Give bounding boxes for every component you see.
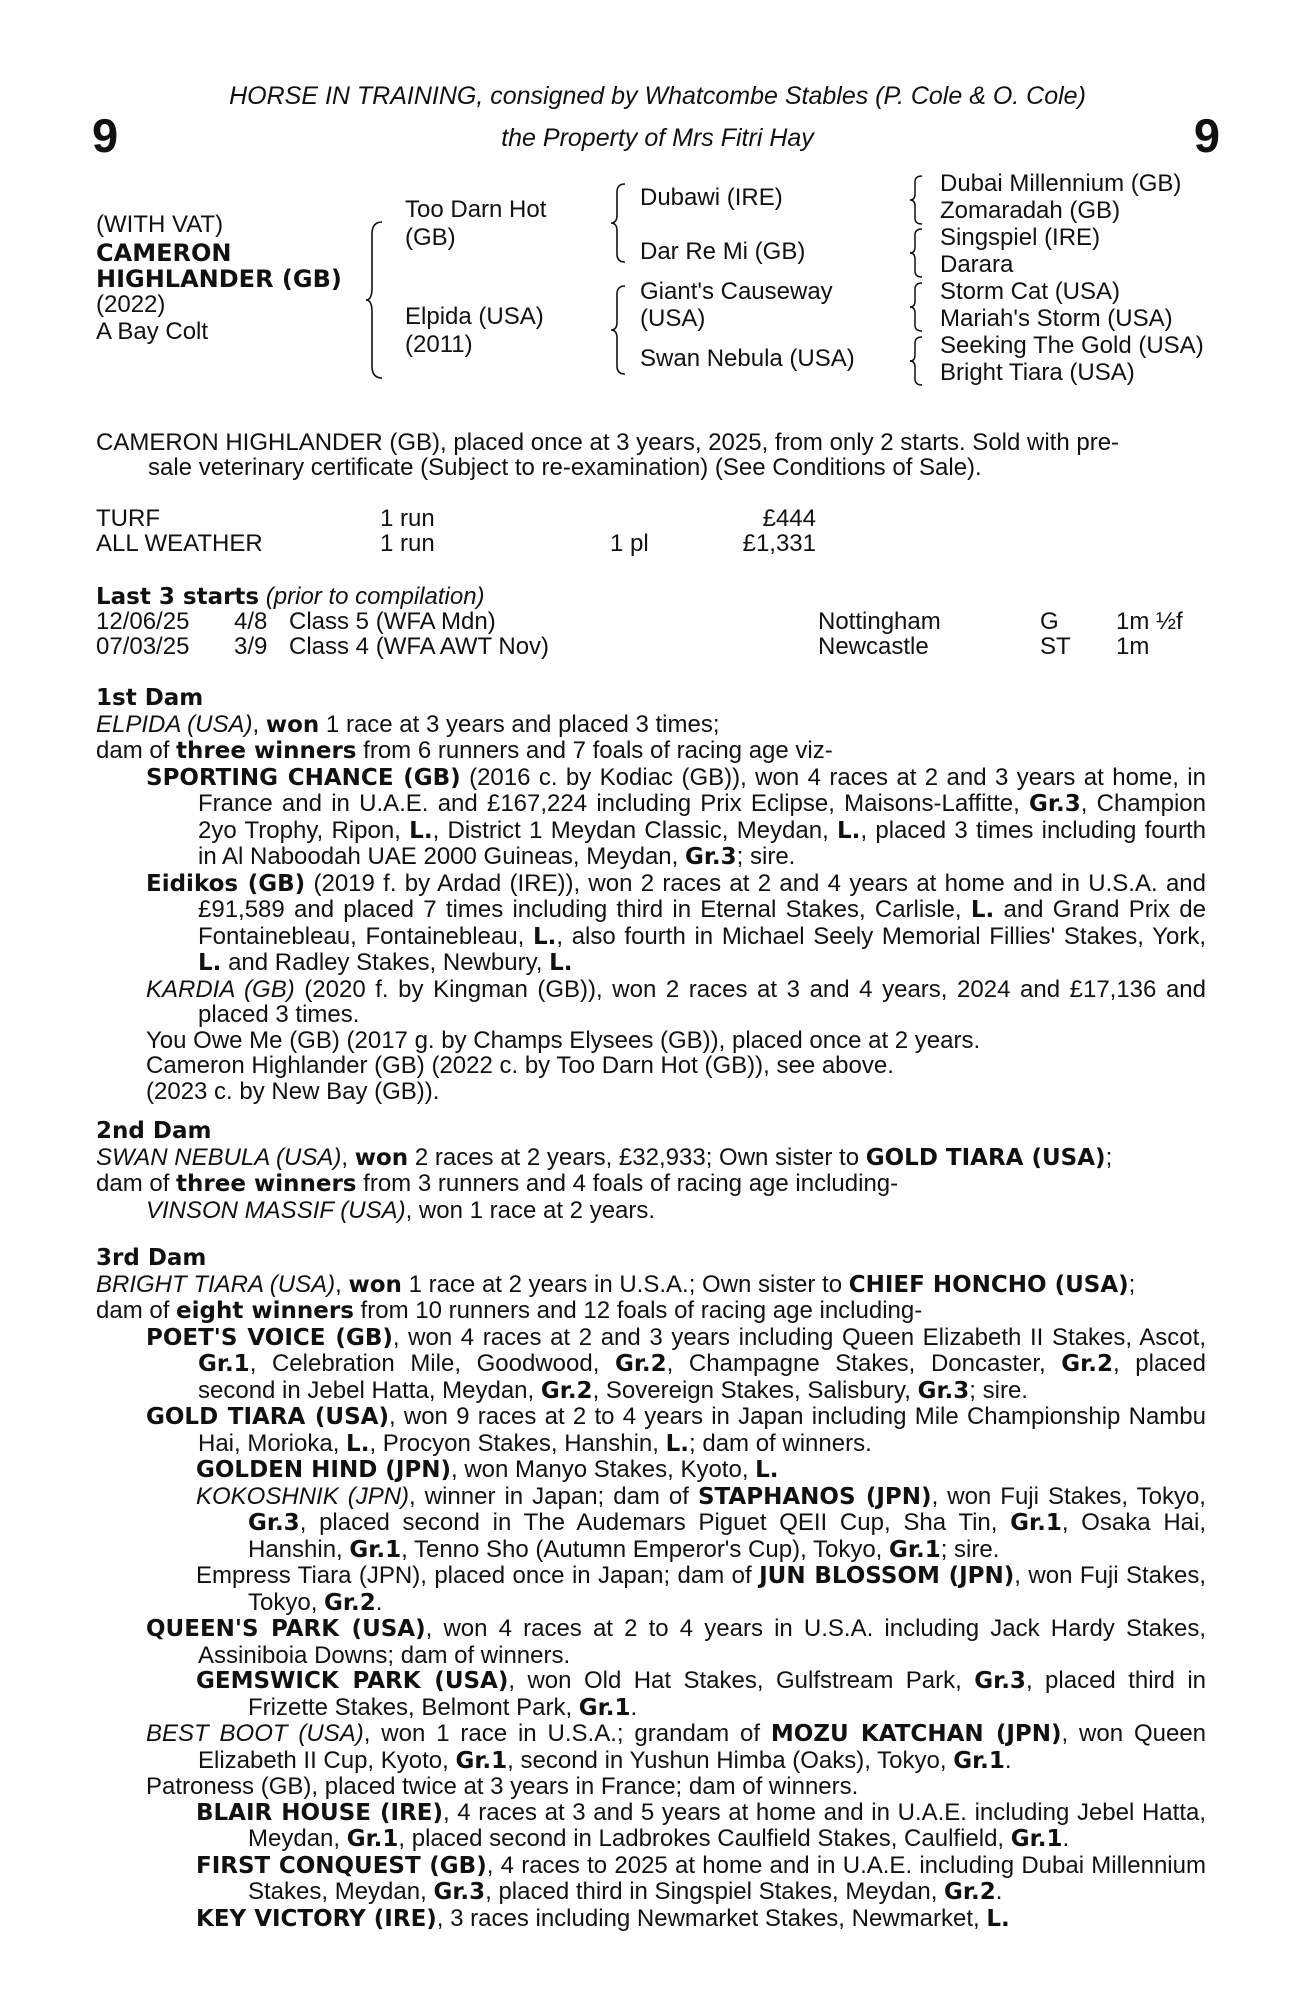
pedigree-brace-sd [910,227,924,279]
dam-dam: Swan Nebula (USA) [640,345,855,372]
gen3-dds: Seeking The Gold (USA) [940,332,1204,359]
record-prize-aw: £1,331 [742,530,816,557]
sire-dam: Dar Re Mi (GB) [640,238,806,265]
start-date-2: 07/03/25 [96,633,190,660]
progeny-blair-house: BLAIR HOUSE (IRE), 4 races at 3 and 5 years at home and in U.A.E. including Jebel Hatta, Meydan, Gr.1, placed second in Ladbrokes Caulfield Stakes, Caulfield, Gr.1. [196,1798,1207,1852]
header-property: the Property of Mrs Fitri Hay [501,124,814,152]
third-dam-line2: dam of eight winners from 10 runners and 12 foals of racing age including- [96,1297,923,1324]
lot-number-right: 9 [1193,109,1220,162]
progeny-you-owe-me: You Owe Me (GB) (2017 g. by Champs Elysees (GB)), placed once at 2 years. [146,1026,981,1054]
progeny-kokoshnik: KOKOSHNIK (JPN), winner in Japan; dam of STAPHANOS (JPN), won Fuji Stakes, Tokyo, Gr.3, placed second in The Audemars Piguet QEII Cup, Sha Tin, Gr.1, Osaka Hai, Hanshin, Gr.1, Tenno Sho (Autumn Emperor's Cup), Tokyo, Gr.1; sire. [196,1482,1207,1563]
vat-note: (WITH VAT) [96,211,224,238]
start-date-1: 12/06/25 [96,608,190,635]
dam-sire-line2: (USA) [640,305,706,332]
progeny-patroness: Patroness (GB), placed twice at 3 years in France; dam of winners. [146,1773,859,1800]
pedigree-brace-sire [611,182,627,264]
summary-line1: CAMERON HIGHLANDER (GB), placed once at 3 years, 2025, from only 2 starts. Sold with pre- [96,429,1120,456]
start-course-2: Newcastle [818,633,929,660]
gen3-sds: Singspiel (IRE) [940,224,1101,251]
dam-year: (2011) [405,331,473,358]
horse-description: A Bay Colt [96,318,209,345]
progeny-queens-park: QUEEN'S PARK (USA), won 4 races at 2 to 4 years in U.S.A. including Jack Hardy Stakes, Assiniboia Downs; dam of winners. [146,1615,1206,1669]
gen3-dsd: Mariah's Storm (USA) [940,305,1173,332]
progeny-kardia: KARDIA (GB) (2020 f. by Kingman (GB)), won 2 races at 3 and 4 years, 2024 and £17,136 and placed 3 times. [146,975,1206,1028]
gen3-ddd: Bright Tiara (USA) [940,359,1135,386]
second-dam-line1: SWAN NEBULA (USA), won 2 races at 2 years, £32,933; Own sister to GOLD TIARA (USA); [96,1143,1113,1171]
gen3-sss: Dubai Millennium (GB) [940,170,1182,197]
third-dam-line1: BRIGHT TIARA (USA), won 1 race at 2 years in U.S.A.; Own sister to CHIEF HONCHO (USA); [96,1270,1136,1298]
third-dam-section [96,1246,1206,1932]
start-pos-1: 4/8 [234,608,268,635]
gen3-dss: Storm Cat (USA) [940,278,1121,305]
progeny-key-victory: KEY VICTORY (IRE), 3 races including Newmarket Stakes, Newmarket, L. [196,1904,1010,1932]
progeny-gemswick-park: GEMSWICK PARK (USA), won Old Hat Stakes, Gulfstream Park, Gr.3, placed third in Frizette Stakes, Belmont Park, Gr.1. [196,1667,1207,1721]
start-dist-2: 1m [1116,633,1150,660]
start-dist-1: 1m ½f [1116,608,1183,635]
dam-sire-line1: Giant's Causeway [640,278,833,305]
sire-country: (GB) [405,224,456,251]
start-course-1: Nottingham [818,608,941,635]
first-dam-line2: dam of three winners from 6 runners and 7 foals of racing age viz- [96,737,833,764]
foaling-year: (2022) [96,291,166,318]
sire-sire: Dubawi (IRE) [640,184,783,211]
start-pos-2: 3/9 [234,633,268,660]
summary-line2: sale veterinary certificate (Subject to re-examination) (See Conditions of Sale). [148,454,982,481]
progeny-gold-tiara: GOLD TIARA (USA), won 9 races at 2 to 4 years in Japan including Mile Championship Nambu Hai, Morioka, L., Procyon Stakes, Hanshin, L.; dam of winners. [146,1403,1206,1457]
third-dam-heading: 3rd Dam [96,1245,207,1271]
record-surface-aw: ALL WEATHER [96,530,263,557]
second-dam-section [96,1119,1206,1223]
record-runs-aw: 1 run [380,530,435,557]
progeny-cameron-highlander: Cameron Highlander (GB) (2022 c. by Too Darn Hot (GB)), see above. [146,1052,894,1079]
record-surface-turf: TURF [96,505,160,532]
progeny-best-boot: BEST BOOT (USA), won 1 race in U.S.A.; grandam of MOZU KATCHAN (JPN), won Queen Elizabeth II Cup, Kyoto, Gr.1, second in Yushun Himba (Oaks), Tokyo, Gr.1. [146,1720,1207,1774]
pedigree-brace-dd [910,335,924,387]
progeny-first-conquest: FIRST CONQUEST (GB), 4 races to 2025 at home and in U.A.E. including Dubai Millennium Stakes, Meydan, Gr.3, placed third in Singspiel Stakes, Meydan, Gr.2. [196,1851,1206,1905]
pedigree-brace-dam [611,284,627,376]
horse-name-line1: CAMERON [96,239,232,267]
progeny-eidikos: Eidikos (GB) (2019 f. by Ardad (IRE)), won 2 races at 2 and 4 years at home and in U.S.A. and £91,589 and placed 7 times including third in Eternal Stakes, Carlisle, L. and Grand Prix de Fontainebleau, Fontainebleau, L., also fourth in Michael Seely Memorial Fillies' Stakes, York, L. and Radley Stakes, Newbury, L. [146,869,1207,976]
start-race-2: Class 4 (WFA AWT Nov) [289,633,550,660]
second-dam-heading: 2nd Dam [96,1118,212,1144]
last-starts-note: (prior to compilation) [265,583,485,610]
sire-name: Too Darn Hot [405,196,547,223]
first-dam-section [96,686,1206,1104]
start-going-1: G [1040,608,1059,635]
progeny-vinson-massif: VINSON MASSIF (USA), won 1 race at 2 years. [146,1196,656,1224]
record-placed-aw: 1 pl [610,530,649,557]
progeny-empress-tiara: Empress Tiara (JPN), placed once in Japan; dam of JUN BLOSSOM (JPN), won Fuji Stakes, Tokyo, Gr.2. [196,1562,1206,1616]
progeny-sporting-chance: SPORTING CHANCE (GB) (2016 c. by Kodiac (GB)), won 4 races at 2 and 3 years at home, in France and in U.A.E. and £167,224 including Prix Eclipse, Maisons-Laffitte, Gr.3, Champion 2yo Trophy, Ripon, L., District 1 Meydan Classic, Meydan, L., placed 3 times including fourth in Al Naboodah UAE 2000 Guineas, Meydan, Gr.3; sire. [146,763,1207,870]
pedigree-brace-main [366,220,386,380]
record-prize-turf: £444 [762,505,816,532]
record-runs-turf: 1 run [380,505,435,532]
pedigree-brace-ds [910,281,924,333]
header-consignor: HORSE IN TRAINING, consigned by Whatcombe Stables (P. Cole & O. Cole) [229,82,1086,110]
first-dam-heading: 1st Dam [96,685,204,711]
start-race-1: Class 5 (WFA Mdn) [289,608,496,635]
pedigree-brace-ss [910,174,924,226]
gen3-ssd: Zomaradah (GB) [940,197,1121,224]
progeny-poets-voice: POET'S VOICE (GB), won 4 races at 2 and 3 years including Queen Elizabeth II Stakes, Ascot, Gr.1, Celebration Mile, Goodwood, Gr.2, Champagne Stakes, Doncaster, Gr.2, placed second in Jebel Hatta, Meydan, Gr.2, Sovereign Stakes, Salisbury, Gr.3; sire. [146,1323,1206,1404]
start-going-2: ST [1040,633,1071,660]
horse-name-line2: HIGHLANDER (GB) [96,265,342,293]
first-dam-line1: ELPIDA (USA), won 1 race at 3 years and placed 3 times; [96,710,720,738]
progeny-2023-colt: (2023 c. by New Bay (GB)). [146,1077,440,1105]
last-starts-heading [96,584,485,610]
gen3-sdd: Darara [940,251,1014,278]
last-starts-title: Last 3 starts [96,584,260,610]
dam-name: Elpida (USA) [405,303,544,330]
progeny-golden-hind: GOLDEN HIND (JPN), won Manyo Stakes, Kyoto, L. [196,1456,779,1483]
second-dam-line2: dam of three winners from 3 runners and 4 foals of racing age including- [96,1170,899,1197]
lot-number-left: 9 [92,109,119,162]
